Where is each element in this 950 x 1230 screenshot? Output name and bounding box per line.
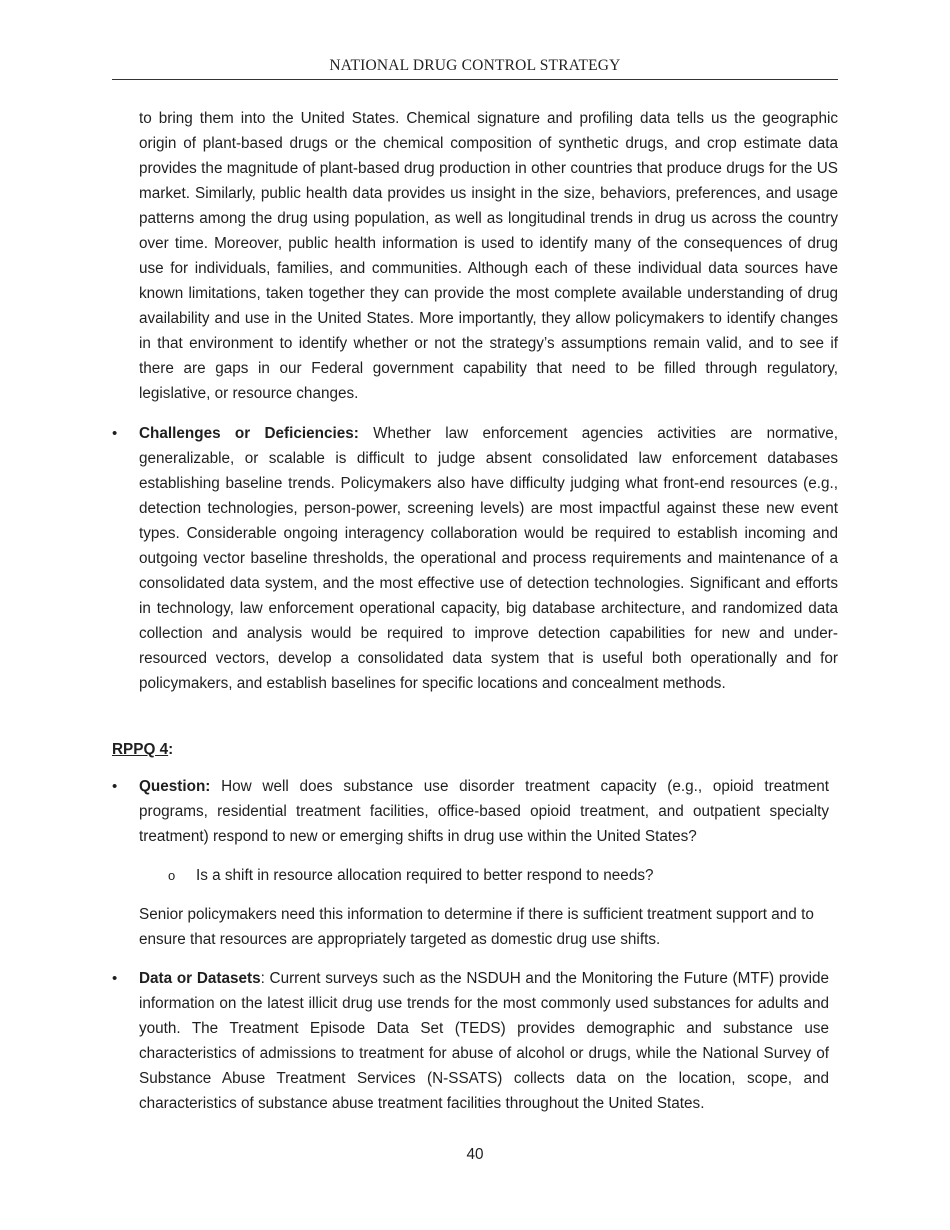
rppq-label: RPPQ 4	[112, 741, 169, 758]
datasets-paragraph	[139, 966, 829, 1116]
page-header-title: NATIONAL DRUG CONTROL STRATEGY	[329, 57, 621, 74]
question-label: Question:	[139, 778, 211, 795]
sub-question: Is a shift in resource allocation required to better respond to needs?	[196, 867, 654, 884]
page-number: 40	[466, 1146, 484, 1163]
datasets-text: : Current surveys such as the NSDUH and the Monitoring the Future (MTF) provide information on the latest illicit drug use trends for the most commonly used substances for adults and youth. The Treatment Episode Data Set (TEDS) provides demographic and substance use characteristics of admissions to treatment for abuse of alcohol or drugs, while the National Survey of Substance Abuse Treatment Services (N-SSATS) collects data on the location, scope, and characteristics of substance abuse treatment facilities throughout the United States.	[139, 970, 829, 1112]
question-text: How well does substance use disorder treatment capacity (e.g., opioid treatment programs, residential treatment facilities, office-based opioid treatment, and outpatient specialty treatment) respond to new or emerging shifts in drug use within the United States?	[139, 778, 829, 845]
challenges-bullet: •	[112, 425, 118, 442]
question-bullet: •	[112, 778, 118, 795]
datasets-label: Data or Datasets	[139, 970, 261, 987]
sub-question-bullet: o	[168, 868, 176, 883]
question-paragraph	[139, 774, 829, 849]
intro-paragraph: to bring them into the United States. Chemical signature and profiling data tells us the geographic origin of plant-based drugs or the chemical composition of synthetic drugs, and crop estimate data provides the magnitude of plant-based drug production in other countries that produce drugs for the US market. Similarly, public health data provides us insight in the size, behaviors, preferences, and usage patterns among the drug using population, as well as longitudinal trends in drug us across the country over time. Moreover, public health information is used to identify many of the consequences of drug use for individuals, families, and communities. Although each of these individual data sources have known limitations, taken together they can provide the most complete available understanding of drug availability and use in the United States. More importantly, they allow policymakers to identify changes in that environment to identify whether or not the strategy’s assumptions remain valid, and to see if there are gaps in our Federal government capability that need to be filled through regulatory, legislative, or resource changes.	[139, 110, 838, 402]
rppq-heading	[112, 737, 173, 762]
datasets-bullet: •	[112, 970, 118, 987]
challenges-text: Whether law enforcement agencies activities are normative, generalizable, or scalable is difficult to judge absent consolidated law enforcement databases establishing baseline trends. Policymakers also have difficulty judging what front-end resources (e.g., detection technologies, person-power, screening levels) are most impactful against these new event types. Considerable ongoing interagency collaboration would be required to establish incoming and outgoing vector baseline thresholds, the operational and process requirements and maintenance of a consolidated data system, and the most effective use of detection technologies. Significant and efforts in technology, law enforcement operational capacity, big database architecture, and randomized data collection and analysis would be required to improve detection capabilities for new and under-resourced vectors, develop a consolidated data system that is useful both operationally and for policymakers, and establish baselines for specific locations and concealment methods.	[139, 425, 839, 692]
header-divider	[112, 79, 838, 80]
question-explanation: Senior policymakers need this information to determine if there is sufficient treatment support and to ensure that resources are appropriately targeted as domestic drug use shifts.	[139, 906, 814, 948]
challenges-paragraph	[139, 421, 838, 696]
challenges-label: Challenges or Deficiencies:	[139, 425, 359, 442]
rppq-colon: :	[168, 741, 174, 758]
